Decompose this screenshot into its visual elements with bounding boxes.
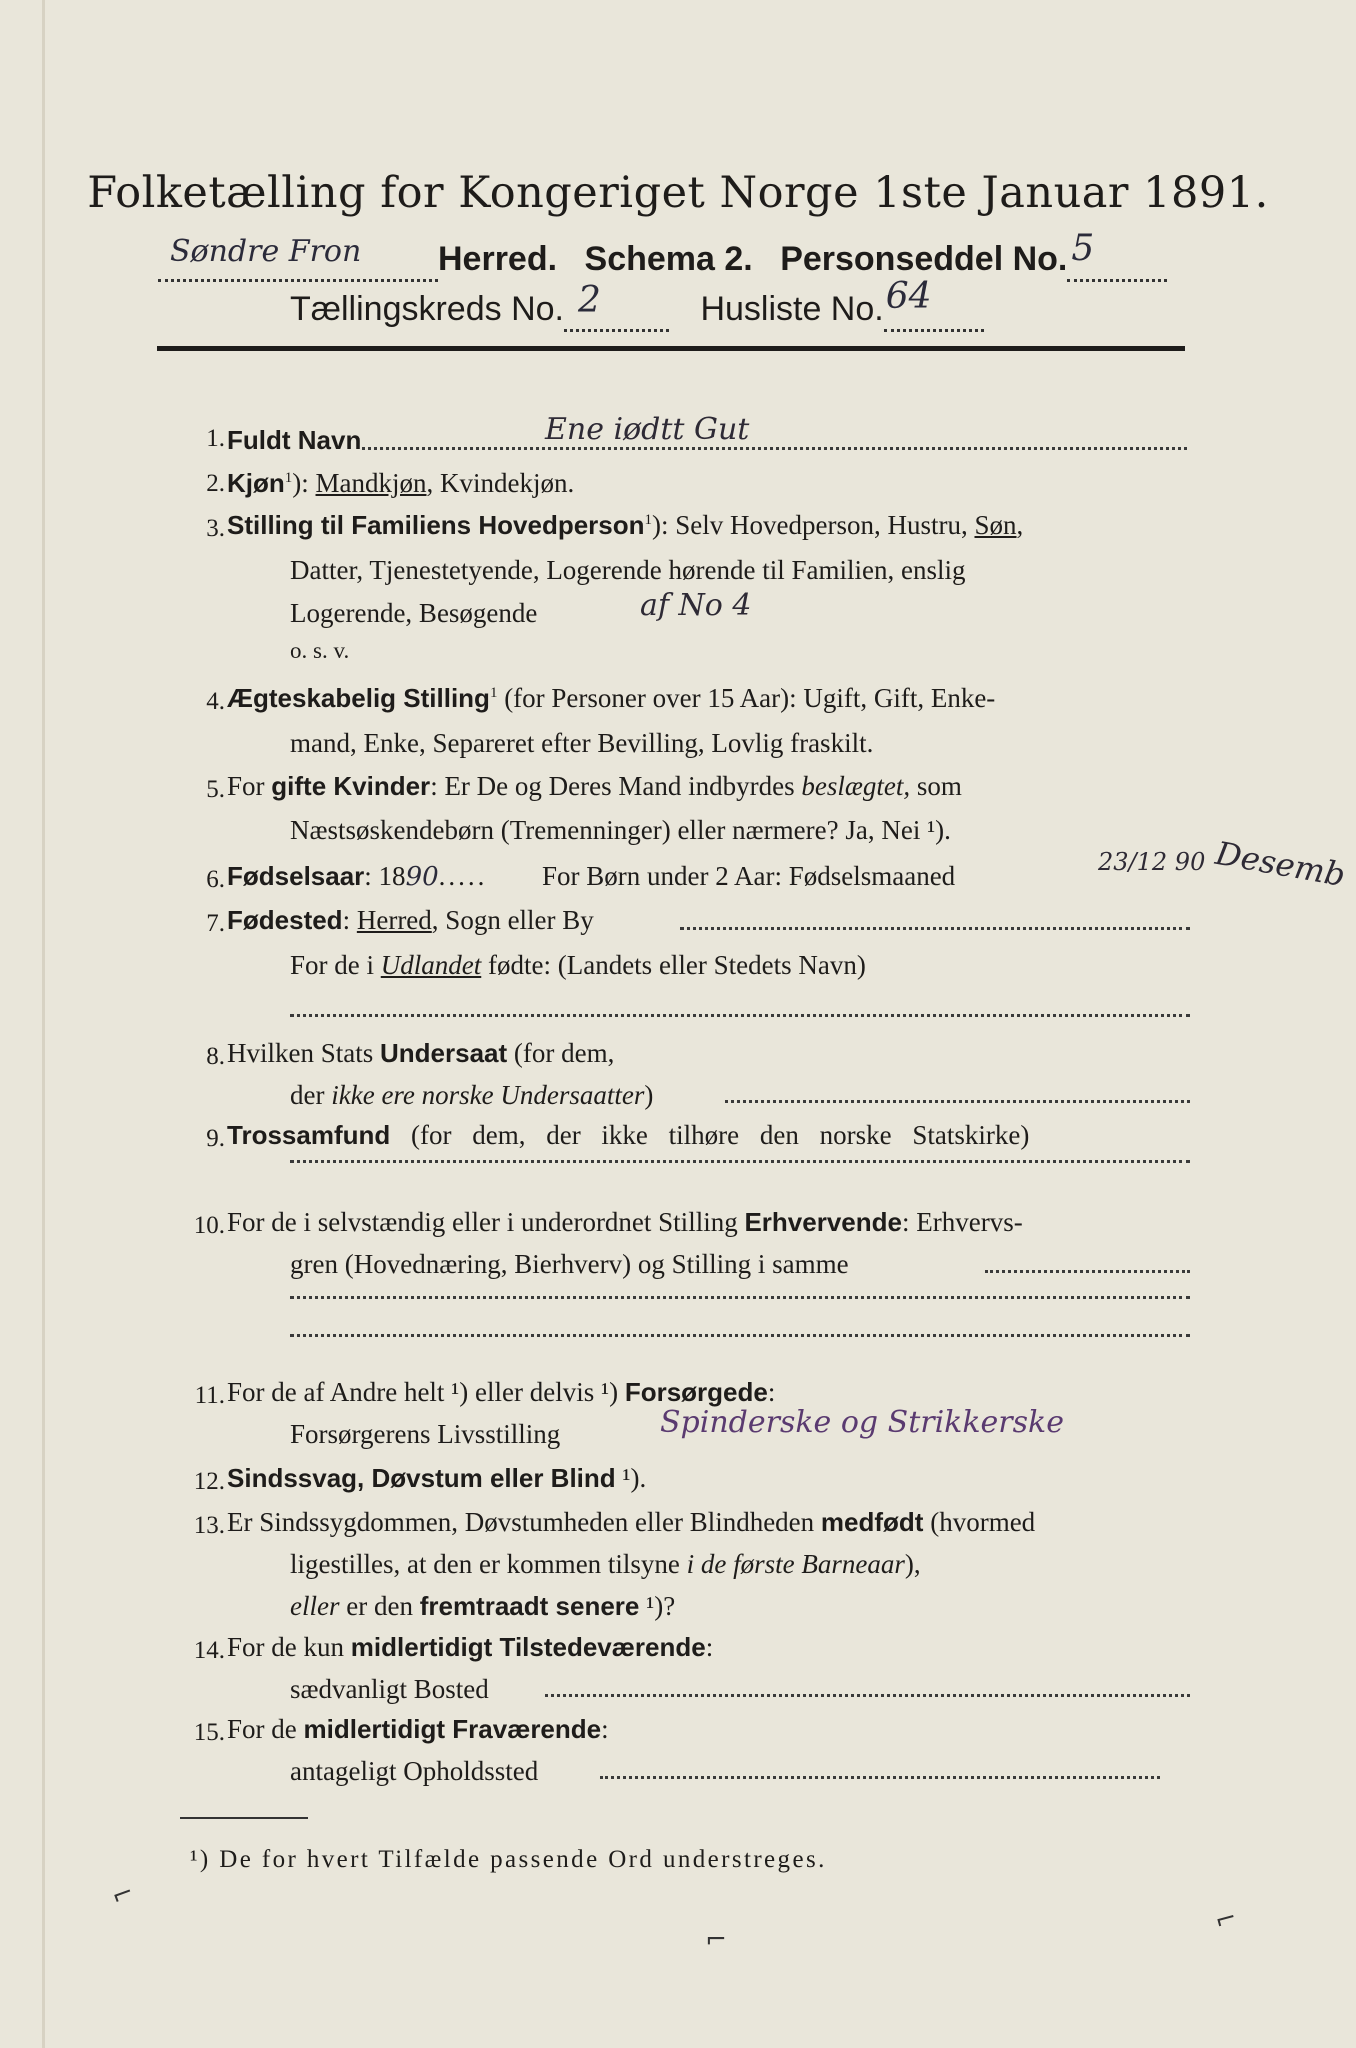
q13-line3b: er den <box>339 1591 420 1621</box>
q5-line1b: som <box>910 771 962 801</box>
q7-udlandet: Udlandet <box>380 950 482 980</box>
q13-line3a: eller <box>290 1591 340 1621</box>
q14-number: 14. <box>193 1637 225 1664</box>
q5-line2: Næstsøskendebørn (Tremenninger) eller nærmere? Ja, Nei ¹). <box>290 815 951 845</box>
husliste-value: 64 <box>885 276 932 317</box>
q10-line1b: : Erhvervs- <box>901 1207 1023 1237</box>
herred-value: Søndre Fron <box>170 234 362 269</box>
q15-label: midlertidigt Fraværende <box>303 1714 602 1744</box>
q1-answer-line <box>362 447 1187 450</box>
q3-number: 3. <box>206 515 225 542</box>
q8-line2 <box>290 1080 653 1111</box>
q4-number: 4. <box>206 688 225 715</box>
q7-line1-text: , Sogn eller By <box>431 905 594 935</box>
q13-line1b: (hvormed <box>923 1507 1036 1537</box>
q8-line2c: ) <box>644 1080 654 1110</box>
q6-margin-note: Desemb <box>1212 833 1349 895</box>
q2-text-b: , Kvindekjøn. <box>426 468 575 498</box>
q15-answer-line <box>600 1776 1160 1779</box>
q11-number: 11. <box>194 1382 225 1409</box>
q8-line1 <box>227 1038 614 1069</box>
q7-line2b: fødte: (Landets eller Stedets Navn) <box>481 950 866 980</box>
q9-line1-text: (for dem, der ikke tilhøre den norske Statskirke) <box>390 1120 1030 1150</box>
q6-label: Fødselsaar <box>227 861 365 891</box>
herred-label: Herred. <box>438 240 558 278</box>
header-row-2 <box>290 276 984 332</box>
q3-line4: o. s. v. <box>290 638 350 663</box>
q10-label: Erhvervende <box>744 1207 902 1237</box>
q5-line1-text: : Er De og Deres Mand indbyrdes <box>430 771 802 801</box>
q1-answer: Ene iødtt Gut <box>545 412 750 447</box>
q3-son-option: Søn <box>974 510 1017 540</box>
q14-line1b: : <box>705 1632 714 1662</box>
q8-number: 8. <box>206 1043 225 1070</box>
q10-line2: gren (Hovednæring, Bierhverv) og Stilling i samme <box>290 1249 849 1279</box>
q4-line1-text: (for Personer over 15 Aar): Ugift, Gift, Enke- <box>497 683 996 713</box>
q7-label: Fødested <box>227 905 343 935</box>
kreds-value: 2 <box>577 280 601 321</box>
q3-line3: Logerende, Besøgende <box>290 598 538 628</box>
q5-beslaegtet: beslægtet, <box>801 771 911 801</box>
q8-label: Undersaat <box>380 1038 508 1068</box>
q14-answer-line <box>545 1694 1190 1697</box>
q7-answer-line <box>290 1014 1190 1017</box>
q12-label: Sindssvag, Døvstum eller Blind <box>227 1463 616 1493</box>
corner-mark-right: ⌐ <box>1211 1902 1241 1938</box>
q4-line2: mand, Enke, Separeret efter Bevilling, Lovlig fraskilt. <box>290 728 874 758</box>
q3-answer: af No 4 <box>640 588 752 623</box>
q6-line: Fødselsaar: 1890..... <box>227 861 488 892</box>
q13-line2c: ), <box>904 1549 921 1579</box>
q13-number: 13. <box>193 1512 225 1539</box>
q6-year-value: 90 <box>405 862 439 892</box>
q11-line2: Forsørgerens Livsstilling <box>290 1419 561 1449</box>
q5-number: 5. <box>206 776 225 803</box>
q3-line1-text: ): Selv Hovedperson, Hustru, <box>652 510 975 540</box>
q9-answer-line <box>290 1160 1190 1163</box>
q14-line2: sædvanligt Bosted <box>290 1674 489 1704</box>
form-title: Folketælling for Kongeriget Norge 1ste Januar 1891. <box>87 168 1269 218</box>
footnote: ¹) De for hvert Tilfælde passende Ord understreges. <box>190 1846 827 1873</box>
q2-sup: 1 <box>284 470 293 486</box>
q11-label: Forsørgede <box>624 1377 768 1407</box>
q2-label: Kjøn <box>227 468 285 498</box>
q10-number: 10. <box>193 1212 225 1239</box>
q5-label: gifte Kvinder <box>271 771 431 801</box>
q8-line1a: Hvilken Stats <box>227 1038 380 1068</box>
q15-line1a: For de <box>227 1714 304 1744</box>
q6-number: 6. <box>206 866 225 893</box>
q7-line2 <box>290 950 866 981</box>
q7-line1-dots <box>680 927 1190 930</box>
q6-year-prefix: : 18 <box>364 861 406 891</box>
page-edge <box>42 0 45 2048</box>
q11-line1a: For de af Andre helt ¹) eller delvis ¹) <box>227 1377 625 1407</box>
q3-line2: Datter, Tjenestetyende, Logerende hørende til Familien, enslig <box>290 555 966 585</box>
q12-tail: ¹). <box>615 1463 647 1493</box>
q10-line1 <box>227 1207 1023 1238</box>
q15-line2: antageligt Opholdssted <box>290 1756 539 1786</box>
q10-answer-line-2 <box>290 1334 1190 1337</box>
q8-answer-line <box>725 1100 1190 1103</box>
q13-line1a: Er Sindssygdommen, Døvstumheden eller Blindheden <box>227 1507 821 1537</box>
q15-line1b: : <box>601 1714 609 1744</box>
q13-line3c: ¹)? <box>639 1591 676 1621</box>
q7-number: 7. <box>206 910 225 937</box>
q1-label: Fuldt Navn <box>227 425 362 455</box>
kreds-label: Tællingskreds No. <box>290 290 564 328</box>
q13-medfodt: medfødt <box>820 1507 924 1537</box>
q3-sup: 1 <box>644 512 653 528</box>
herred-field <box>158 234 438 282</box>
q2-male-option: Mandkjøn <box>315 468 427 498</box>
q2-text-a: ): <box>292 468 316 498</box>
q15-line1 <box>227 1714 609 1745</box>
q13-line1 <box>227 1507 1035 1538</box>
q13-fremtraadt: fremtraadt senere <box>419 1591 640 1621</box>
q9-line1 <box>227 1120 1029 1151</box>
q4-label: Ægteskabelig Stilling <box>227 683 490 713</box>
q13-line2b: i de første Barneaar <box>686 1549 905 1579</box>
q2-number: 2. <box>206 470 225 497</box>
q12-number: 12. <box>193 1468 225 1495</box>
q13-line2 <box>290 1549 921 1580</box>
corner-mark-left: ⌐ <box>107 1877 139 1913</box>
q5-label-a: For <box>227 771 272 801</box>
kreds-field <box>564 280 669 332</box>
husliste-label: Husliste No. <box>700 290 884 328</box>
header-rule <box>157 346 1185 351</box>
q13-line2a: ligestilles, at den er kommen tilsyne <box>290 1549 687 1579</box>
q9-number: 9. <box>206 1125 225 1152</box>
q4-sup: 1 <box>489 685 498 701</box>
q6-month-label: For Børn under 2 Aar: Fødselsmaaned <box>542 861 956 891</box>
husliste-field <box>884 276 984 332</box>
q3-line1: Stilling til Familiens Hovedperson$^1$): Selv Hovedperson, Hustru, Søn, <box>227 510 1024 540</box>
q14-line1a: For de kun <box>227 1632 351 1662</box>
q11-answer: Spinderske og Strikkerske <box>660 1405 1064 1440</box>
q10-line1a: For de i selvstændig eller i underordnet Stilling <box>227 1207 745 1237</box>
q10-answer-line-1 <box>290 1296 1190 1299</box>
q8-line2b: ikke ere norske Undersaatter <box>331 1080 645 1110</box>
q8-line1b: (for dem, <box>507 1038 615 1068</box>
q2-text <box>227 468 574 499</box>
q11-line1 <box>227 1377 775 1408</box>
q6-month-value: 23/12 90 <box>1098 848 1206 876</box>
bottom-mark: ⌐ <box>705 1925 727 1955</box>
q15-number: 15. <box>193 1719 225 1746</box>
q7-herred-option: Herred <box>356 905 432 935</box>
q12-line1 <box>227 1463 646 1494</box>
q14-line1 <box>227 1632 713 1663</box>
q1-number: 1. <box>206 425 225 452</box>
q7-line2a: For de i <box>290 950 381 980</box>
schema-label: Schema 2. <box>584 240 753 278</box>
personseddel-field <box>1067 228 1167 282</box>
q13-line3 <box>290 1591 675 1622</box>
q10-line2-dots <box>985 1270 1190 1273</box>
q14-label: midlertidigt Tilstedeværende <box>350 1632 706 1662</box>
q4-line1 <box>227 683 995 714</box>
personseddel-value: 5 <box>1071 228 1095 269</box>
footnote-rule <box>180 1817 308 1819</box>
q9-label: Trossamfund <box>227 1120 391 1150</box>
q5-line1 <box>227 771 962 802</box>
q11-line1b: : <box>767 1377 776 1407</box>
personseddel-label: Personseddel No. <box>780 240 1068 278</box>
header-row-1 <box>158 228 1188 282</box>
q8-line2a: der <box>290 1080 332 1110</box>
q3-label: Stilling til Familiens Hovedperson <box>227 510 645 540</box>
q7-line1: Fødested: Herred, Sogn eller By <box>227 905 594 935</box>
